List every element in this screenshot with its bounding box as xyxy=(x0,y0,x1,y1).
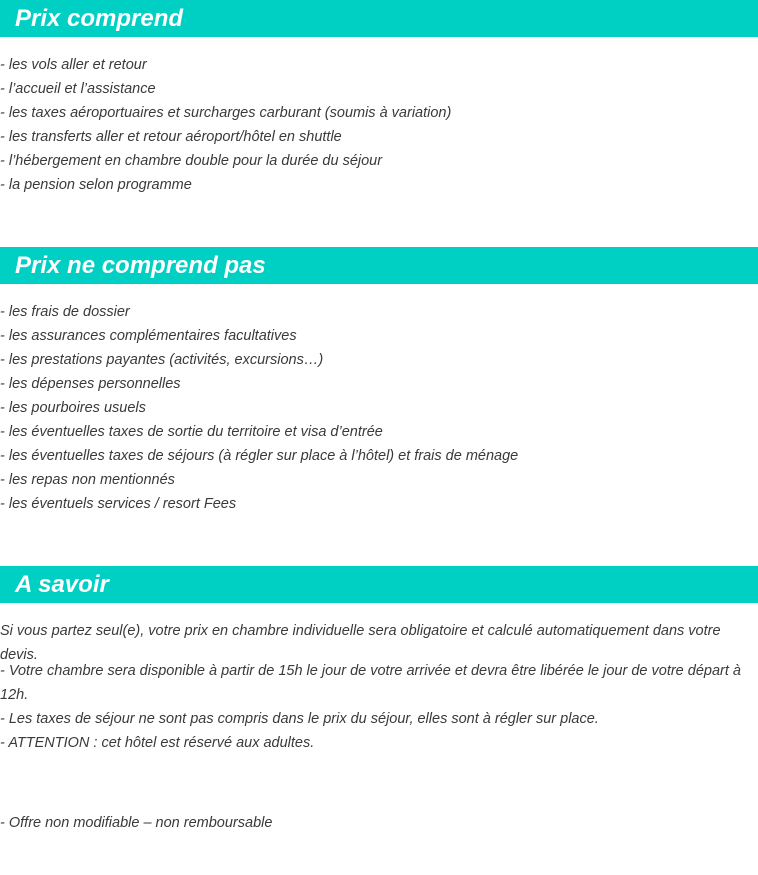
list-item: - les transferts aller et retour aéroport/hôtel en shuttle xyxy=(0,129,342,145)
list-item: - la pension selon programme xyxy=(0,177,192,193)
offer-note: - Offre non modifiable – non remboursable xyxy=(0,815,273,831)
info-section-title: A savoir xyxy=(0,566,758,603)
info-line: - Votre chambre sera disponible à partir de 15h le jour de votre arrivée et devra être libérée le jour de votre départ à 12h. xyxy=(0,663,741,703)
info-line: - Les taxes de séjour ne sont pas compris dans le prix du séjour, elles sont à régler sur place. xyxy=(0,711,599,727)
list-item: - les vols aller et retour xyxy=(0,57,147,73)
info-line: - ATTENTION : cet hôtel est réservé aux adultes. xyxy=(0,735,315,751)
info-lines xyxy=(0,659,756,755)
included-section-title: Prix comprend xyxy=(0,0,758,37)
list-item: - les frais de dossier xyxy=(0,304,130,320)
list-item: - l’accueil et l’assistance xyxy=(0,81,156,97)
included-list xyxy=(0,53,758,197)
list-item: - les repas non mentionnés xyxy=(0,472,175,488)
list-item: - les pourboires usuels xyxy=(0,400,146,416)
excluded-list xyxy=(0,300,758,516)
list-item: - l’hébergement en chambre double pour la durée du séjour xyxy=(0,153,383,169)
info-intro-paragraph: Si vous partez seul(e), votre prix en chambre individuelle sera obligatoire et calculé automatiquement dans votre devis. xyxy=(0,623,721,663)
list-item: - les assurances complémentaires facultatives xyxy=(0,328,297,344)
list-item: - les éventuelles taxes de séjours (à régler sur place à l’hôtel) et frais de ménage xyxy=(0,448,519,464)
list-item: - les dépenses personnelles xyxy=(0,376,181,392)
list-item: - les éventuelles taxes de sortie du territoire et visa d’entrée xyxy=(0,424,383,440)
list-item: - les prestations payantes (activités, excursions…) xyxy=(0,352,324,368)
list-item: - les taxes aéroportuaires et surcharges carburant (soumis à variation) xyxy=(0,105,452,121)
excluded-section-title: Prix ne comprend pas xyxy=(0,247,758,284)
list-item: - les éventuels services / resort Fees xyxy=(0,496,237,512)
